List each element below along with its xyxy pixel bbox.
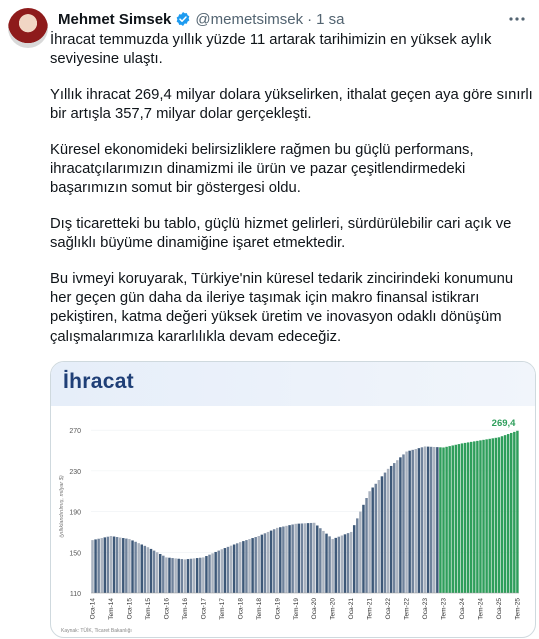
x-tick-label: Tem-25 — [514, 598, 522, 620]
x-tick-label: Tem-20 — [329, 598, 337, 620]
chart-bar — [205, 556, 207, 593]
chart-bar — [230, 546, 232, 593]
chart-bar — [350, 532, 352, 593]
y-tick-label: 230 — [69, 468, 81, 476]
chart-bar — [448, 446, 450, 593]
chart-bar — [427, 447, 429, 593]
export-bar-chart — [51, 406, 535, 637]
x-tick-label: Oca-25 — [495, 598, 503, 620]
chart-bar — [316, 525, 318, 593]
chart-bar — [264, 533, 266, 593]
chart-bar — [199, 558, 201, 593]
x-tick-label: Oca-20 — [311, 598, 319, 620]
chart-bar — [322, 531, 324, 593]
chart-bar — [214, 552, 216, 593]
chart-bar — [267, 532, 269, 593]
chart-bar — [187, 559, 189, 593]
chart-bar — [411, 450, 413, 593]
chart-bar — [402, 454, 404, 593]
chart-bar — [301, 523, 303, 593]
chart-bar — [390, 466, 392, 593]
chart-bar — [479, 440, 481, 593]
chart-bar — [221, 549, 223, 593]
chart-bar — [452, 445, 454, 593]
chart-bar — [378, 480, 380, 593]
chart-bar — [270, 531, 272, 593]
chart-bar — [331, 539, 333, 593]
chart-bar — [405, 452, 407, 593]
chart-bar — [94, 539, 96, 593]
chart-bar — [91, 540, 93, 593]
chart-bar — [439, 447, 441, 593]
tweet-paragraph-1: İhracat temmuzda yıllık yüzde 11 artarak tarihimizin en yüksek aylık seviyesine ulaştı. — [50, 32, 492, 68]
chart-bar — [421, 447, 423, 593]
chart-bar — [282, 527, 284, 593]
chart-bar — [251, 538, 253, 593]
chart-source-note: Kaynak: TÜİK, Ticaret Bakanlığı — [61, 628, 132, 634]
separator-dot: · — [307, 10, 313, 28]
chart-bar — [498, 437, 500, 593]
chart-bar — [310, 523, 312, 593]
y-tick-label: 110 — [69, 591, 81, 598]
chart-bar — [492, 438, 494, 593]
more-horizontal-icon[interactable] — [507, 10, 527, 28]
chart-banner — [51, 362, 535, 406]
chart-bar — [319, 528, 321, 593]
chart-bar — [196, 558, 198, 593]
chart-bar — [285, 526, 287, 593]
x-tick-label: Tem-19 — [292, 598, 300, 620]
y-axis-label: (yıllıklandırılmış, milyar $) — [59, 475, 65, 538]
chart-bar — [131, 540, 133, 593]
chart-bar — [436, 447, 438, 593]
chart-bar — [273, 529, 275, 593]
chart-bar — [227, 547, 229, 593]
tweet-paragraph-3: Küresel ekonomideki belirsizliklere rağmen bu güçlü performans, ihracatçılarımızın dinamizmi ile ürün ve pazar çeşitlendirmedeki başarımızın somut bir göstergesi oldu. — [50, 141, 474, 197]
chart-bar — [424, 446, 426, 593]
chart-bar — [418, 448, 420, 593]
tweet-paragraph-2: Yıllık ihracat 269,4 milyar dolara yükselirken, ithalat geçen aya göre sınırlı bir artışla 357,7 milyar dolar gerçekleşti. — [50, 86, 533, 123]
chart-bar — [387, 469, 389, 593]
chart-bar — [177, 559, 179, 593]
chart-bar — [236, 543, 238, 593]
chart-bar — [150, 549, 152, 593]
x-tick-label: Tem-24 — [477, 598, 485, 620]
chart-bar — [184, 559, 186, 593]
tweet-text — [50, 31, 538, 363]
chart-bar — [174, 558, 176, 593]
author-avatar[interactable] — [8, 8, 48, 48]
y-tick-label: 270 — [69, 428, 81, 436]
timestamp[interactable]: 1 sa — [316, 10, 345, 28]
chart-bar — [298, 524, 300, 593]
chart-bar — [261, 535, 263, 593]
chart-bar — [242, 541, 244, 593]
chart-bar — [144, 546, 146, 593]
chart-bar — [97, 539, 99, 593]
chart-bar — [495, 438, 497, 593]
chart-bar — [393, 463, 395, 593]
chart-bar — [328, 536, 330, 593]
chart-bar — [193, 558, 195, 593]
x-tick-label: Oca-17 — [200, 598, 208, 620]
chart-bar — [239, 542, 241, 593]
x-tick-label: Oca-15 — [126, 598, 134, 620]
x-tick-label: Oca-21 — [348, 598, 356, 620]
x-tick-label: Tem-18 — [255, 598, 263, 620]
chart-bar — [245, 540, 247, 593]
chart-bar — [141, 544, 143, 593]
x-tick-label: Tem-16 — [181, 598, 189, 620]
chart-bar — [338, 537, 340, 593]
author-handle[interactable]: @memetsimsek — [195, 10, 304, 28]
chart-bar — [485, 439, 487, 593]
chart-bar — [294, 524, 296, 593]
tweet-paragraph-5: Bu ivmeyi koruyarak, Türkiye'nin küresel tedarik zincirindeki konumunu her geçen gün daha da ileriye taşımak için makro finansal istikrarı pekiştiren, katma değeri yüksek üretim ve inovasyon odaklı dönüşüm çalışmalarımıza kararlılıkla devam edeceğiz. — [50, 270, 514, 345]
chart-bar — [482, 440, 484, 593]
x-tick-label: Tem-14 — [108, 598, 116, 620]
chart-bar — [122, 538, 124, 593]
x-tick-label: Oca-22 — [385, 598, 393, 620]
chart-bar — [254, 537, 256, 593]
author-name[interactable]: Mehmet Simsek — [58, 10, 172, 28]
chart-bar — [128, 539, 130, 593]
chart-bar — [356, 518, 358, 593]
chart-bar — [162, 556, 164, 593]
chart-bar — [470, 442, 472, 593]
chart-bar — [430, 447, 432, 593]
x-tick-label: Tem-17 — [218, 598, 226, 620]
tweet-media-image[interactable] — [50, 361, 536, 638]
chart-bar — [501, 436, 503, 593]
chart-bar — [211, 553, 213, 593]
chart-bar — [504, 435, 506, 593]
chart-bar — [279, 527, 281, 593]
chart-bar — [116, 537, 118, 593]
chart-bar — [202, 557, 204, 593]
chart-bar — [344, 534, 346, 593]
tweet-paragraph-4: Dış ticaretteki bu tablo, güçlü hizmet gelirleri, sürdürülebilir cari açık ve sağlıklı büyüme dinamiğine işaret etmektedir. — [50, 215, 512, 252]
chart-bar — [464, 443, 466, 593]
chart-bar — [258, 536, 260, 593]
chart-bar — [396, 460, 398, 593]
chart-bar — [119, 538, 121, 593]
chart-bar — [510, 433, 512, 593]
chart-bar — [291, 524, 293, 593]
chart-bar — [107, 537, 109, 593]
chart-bar — [375, 484, 377, 593]
chart-bar — [248, 539, 250, 593]
chart-bar — [224, 548, 226, 593]
chart-bar — [153, 551, 155, 593]
verified-badge-icon — [175, 11, 191, 27]
chart-bar — [288, 525, 290, 593]
chart-bar — [190, 559, 192, 593]
chart-bar — [134, 542, 136, 593]
chart-bar — [433, 447, 435, 593]
chart-bar — [445, 447, 447, 593]
chart-bar — [208, 555, 210, 593]
chart-bar — [341, 536, 343, 593]
chart-bar — [159, 554, 161, 593]
chart-bar — [365, 498, 367, 593]
chart-bar — [362, 505, 364, 593]
chart-bar — [473, 441, 475, 593]
chart-bar — [335, 538, 337, 593]
chart-bar — [507, 434, 509, 593]
x-tick-label: Oca-14 — [89, 598, 97, 620]
chart-bar — [276, 528, 278, 593]
chart-bar — [476, 441, 478, 593]
chart-bar — [513, 432, 515, 593]
chart-bar — [100, 538, 102, 593]
x-tick-label: Oca-23 — [422, 598, 430, 620]
chart-bar — [165, 557, 167, 593]
x-tick-label: Tem-22 — [403, 598, 411, 620]
chart-bar — [147, 547, 149, 593]
chart-bar — [461, 443, 463, 593]
chart-bar — [104, 537, 106, 593]
x-tick-label: Tem-21 — [366, 598, 374, 620]
chart-bar — [125, 539, 127, 593]
more-dots-icon — [508, 16, 526, 22]
chart-bar — [171, 558, 173, 593]
chart-bar — [181, 559, 183, 593]
chart-bar — [408, 451, 410, 593]
chart-bar — [304, 523, 306, 593]
chart-bar — [325, 534, 327, 593]
chart-bar — [384, 473, 386, 593]
x-tick-label: Oca-18 — [237, 598, 245, 620]
chart-bar — [168, 558, 170, 593]
chart-bar — [458, 444, 460, 593]
chart-bar — [415, 449, 417, 593]
chart-bar — [137, 543, 139, 593]
chart-bar — [516, 431, 518, 593]
tweet-header — [58, 8, 527, 30]
x-tick-label: Oca-19 — [274, 598, 282, 620]
chart-bar — [371, 488, 373, 593]
chart-bar — [359, 512, 361, 593]
y-tick-label: 190 — [69, 509, 81, 517]
chart-bar — [455, 445, 457, 593]
chart-bar — [399, 457, 401, 593]
chart-bar — [156, 552, 158, 593]
chart-bar — [467, 442, 469, 593]
y-tick-label: 150 — [69, 550, 81, 558]
chart-bar — [113, 537, 115, 593]
chart-bar — [442, 447, 444, 593]
chart-bar — [307, 523, 309, 593]
chart-bar — [488, 439, 490, 593]
x-tick-label: Tem-23 — [440, 598, 448, 620]
x-tick-label: Oca-16 — [163, 598, 171, 620]
chart-bar — [233, 544, 235, 593]
last-value-label: 269,4 — [491, 417, 516, 429]
chart-bar — [313, 523, 315, 593]
chart-title: İhracat — [63, 370, 134, 393]
chart-bar — [353, 525, 355, 593]
chart-bar — [347, 533, 349, 593]
chart-bar — [368, 491, 370, 593]
chart-bar — [110, 536, 112, 593]
chart-bar — [217, 551, 219, 593]
x-tick-label: Tem-15 — [144, 598, 152, 620]
x-tick-label: Oca-24 — [459, 598, 467, 620]
chart-bar — [381, 476, 383, 593]
